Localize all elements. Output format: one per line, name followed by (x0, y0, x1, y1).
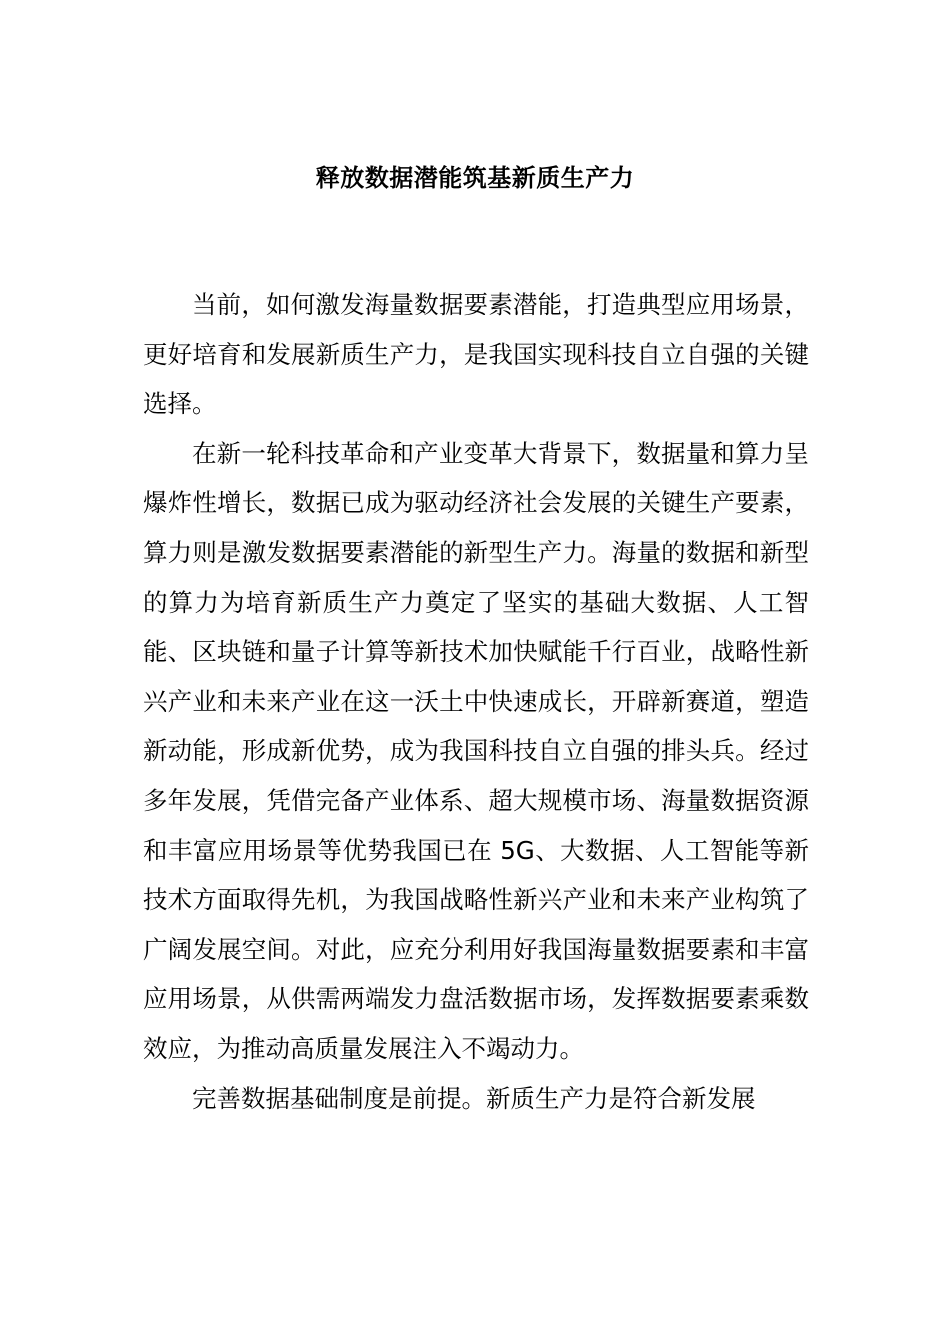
document-body (143, 280, 809, 1123)
paragraph-data-foundation: 完善数据基础制度是前提。新质生产力是符合新发展 (192, 1083, 756, 1113)
paragraph-background: 在新一轮科技革命和产业变革大背景下，数据量和算力呈爆炸性增长，数据已成为驱动经济社会发展的关键生产要素，算力则是激发数据要素潜能的新型生产力。海量的数据和新型的算力为培育新质生产力奠定了坚实的基础大数据、人工智能、区块链和量子计算等新技术加快赋能千行百业，战略性新兴产业和未来产业在这一沃土中快速成长，开辟新赛道，塑造新动能，形成新优势，成为我国科技自立自强的排头兵。经过多年发展，凭借完备产业体系、超大规模市场、海量数据资源和丰富应用场景等优势我国已在 5G、大数据、人工智能等新技术方面取得先机，为我国战略性新兴产业和未来产业构筑了广阔发展空间。对此，应充分利用好我国海量数据要素和丰富应用场景，从供需两端发力盘活数据市场，发挥数据要素乘数效应，为推动高质量发展注入不竭动力。 (143, 438, 809, 1063)
paragraph-intro: 当前，如何激发海量数据要素潜能，打造典型应用场景，更好培育和发展新质生产力，是我国实现科技自立自强的关键选择。 (143, 290, 809, 419)
document-title: 释放数据潜能筑基新质生产力 (315, 164, 635, 192)
